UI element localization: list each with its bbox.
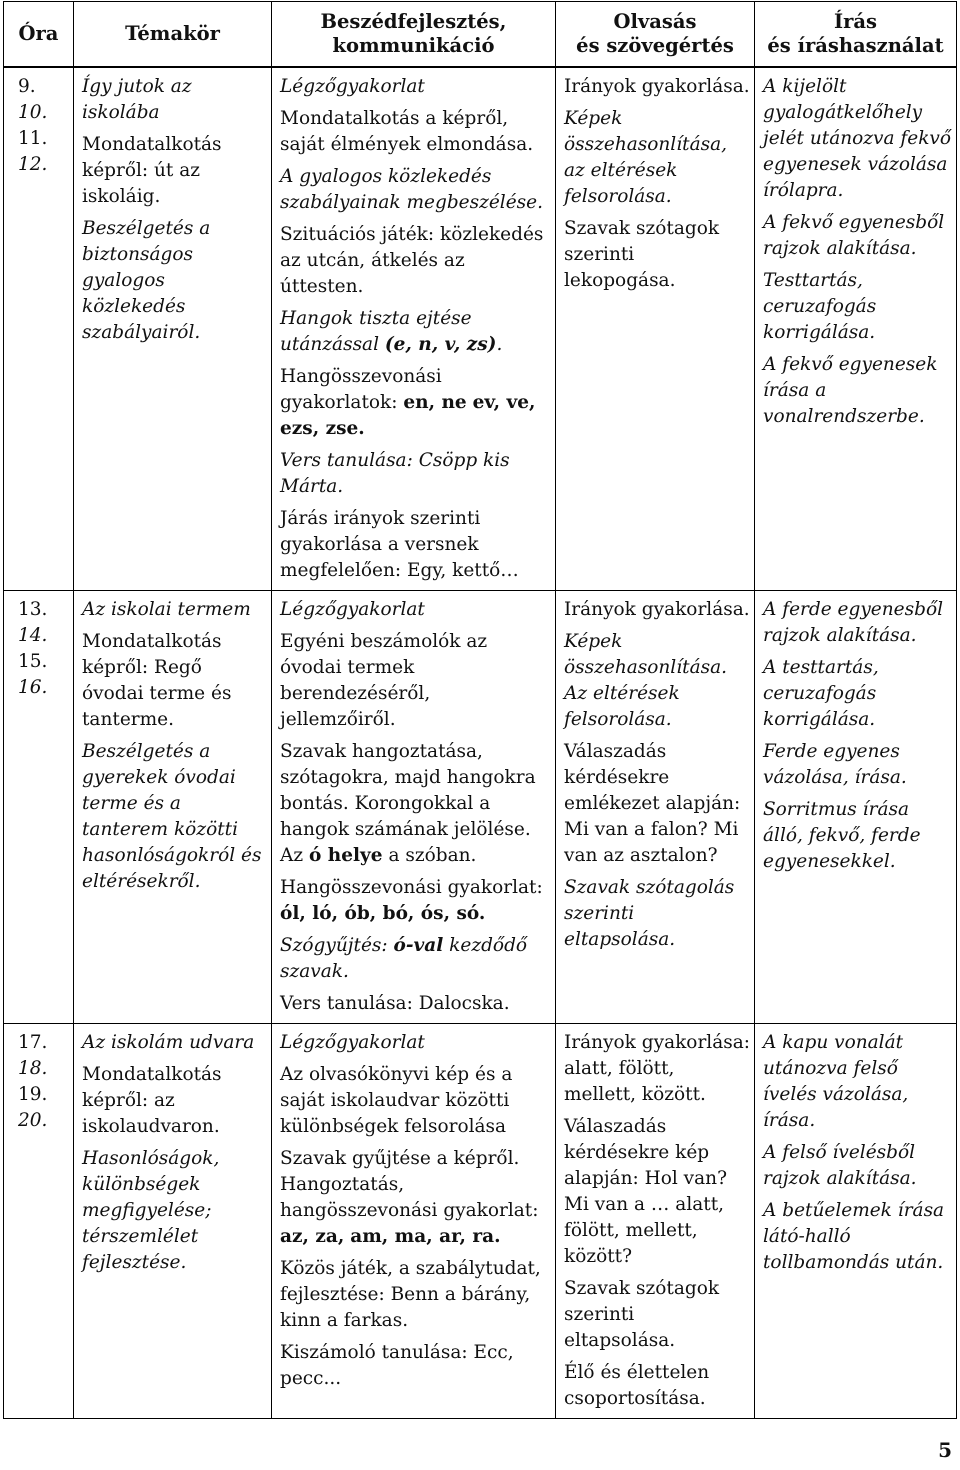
beszed-paragraph: Vers tanulása: Csöpp kis Márta. [280,450,510,497]
olvasas-paragraph: Szavak szótagok szerinti lekopogása. [564,218,720,291]
olvasas-paragraph: Képek összehasonlítása, az eltérések felsorolása. [564,108,728,207]
temakor-paragraph: Mondatalkotás képről: az iskolaudvaron. [82,1064,222,1137]
temakor-paragraph: Az iskolai termem [82,599,251,620]
ora-number: 16. [18,677,48,698]
header-ora: Óra [4,2,74,68]
beszed-paragraph: Egyéni beszámolók az óvodai termek berendezéséről, jellemzőiről. [280,631,488,730]
beszed-cell [272,591,556,1024]
iras-paragraph: A kijelölt gyalogátkelőhely jelét utánozva fekvő egyenesek vázolása írólapra. [763,76,951,201]
table-row [4,67,957,591]
ora-number: 18. [18,1058,48,1079]
header-temakor: Témakör [74,2,272,68]
beszed-cell [272,67,556,591]
iras-paragraph: A ferde egyenesből rajzok alakítása. [763,599,943,646]
beszed-paragraph: Járás irányok szerinti gyakorlása a versnek megfelelően: Egy, kettő… [280,508,519,581]
olvasas-paragraph: Szavak szótagok szerinti eltapsolása. [564,1278,720,1351]
ora-number: 12. [18,154,48,175]
page-number: 5 [938,1438,952,1462]
beszed-paragraph: A gyalogos közlekedés szabályainak megbeszélése. [280,166,543,213]
beszed-paragraph: Vers tanulása: Dalocska. [280,993,510,1014]
beszed-paragraph: Légzőgyakorlat [280,599,425,620]
beszed-paragraph: Mondatalkotás a képről, saját élmények elmondása. [280,108,534,155]
temakor-cell [74,1024,272,1419]
ora-number: 20. [18,1110,48,1131]
beszed-paragraph: Légzőgyakorlat [280,76,425,97]
beszed-paragraph: Kiszámoló tanulása: Ecc, pecc... [280,1342,514,1389]
iras-paragraph: A felső ívelésből rajzok alakítása. [763,1142,917,1189]
beszed-paragraph: Szituációs játék: közlekedés az utcán, átkelés az úttesten. [280,224,544,297]
olvasas-paragraph: Irányok gyakorlása. [564,76,750,97]
olvasas-paragraph: Válaszadás kérdésekre emlékezet alapján: Mi van a falon? Mi van az asztalon? [564,741,741,866]
ora-number: 15. [18,651,48,672]
iras-paragraph: Sorritmus írása álló, fekvő, ferde egyenesekkel. [763,799,921,872]
olvasas-paragraph: Szavak szótagolás szerinti eltapsolása. [564,877,735,950]
lesson-plan-table [3,1,957,1419]
iras-paragraph: A testtartás, ceruzafogás korrigálása. [763,657,879,730]
ora-number: 14. [18,625,48,646]
ora-number: 9. [18,76,36,97]
beszed-paragraph: Szavak gyűjtése a képről. Hangoztatás, hangösszevonási gyakorlat: az, za, am, ma, ar, ra. [280,1148,539,1247]
iras-paragraph: Ferde egyenes vázolása, írása. [763,741,907,788]
iras-paragraph: A kapu vonalát utánozva felső ívelés vázolása, írása. [763,1032,909,1131]
iras-cell [755,1024,957,1419]
ora-number: 17. [18,1032,48,1053]
header-beszed: Beszédfejlesztés, kommunikáció [272,2,556,68]
temakor-paragraph: Mondatalkotás képről: út az iskoláig. [82,134,222,207]
olvasas-cell [556,67,755,591]
beszed-paragraph: Szavak hangoztatása, szótagokra, majd hangokra bontás. Korongokkal a hangok számának jelölése. Az ó helye a szóban. [280,741,536,866]
header-iras: Írás és íráshasználat [755,2,957,68]
iras-cell [755,67,957,591]
iras-paragraph: Testtartás, ceruzafogás korrigálása. [763,270,877,343]
iras-cell [755,591,957,1024]
beszed-paragraph: Hangok tiszta ejtése utánzással (e, n, v, zs). [280,308,503,355]
ora-cell [4,1024,74,1419]
beszed-cell [272,1024,556,1419]
olvasas-paragraph: Képek összehasonlítása. Az eltérések felsorolása. [564,631,728,730]
olvasas-paragraph: Irányok gyakorlása. [564,599,750,620]
table-row [4,591,957,1024]
temakor-paragraph: Beszélgetés a biztonságos gyalogos közlekedés szabályairól. [82,218,211,343]
olvasas-paragraph: Válaszadás kérdésekre kép alapján: Hol van? Mi van a … alatt, fölött, mellett, között? [564,1116,727,1267]
beszed-paragraph: Hangösszevonási gyakorlatok: en, ne ev, ve, ezs, zse. [280,366,536,439]
olvasas-cell [556,591,755,1024]
iras-paragraph: A betűelemek írása látó-halló tollbamondás után. [763,1200,945,1273]
temakor-paragraph: Az iskolám udvara [82,1032,255,1053]
beszed-paragraph: Hangösszevonási gyakorlat: ól, ló, ób, bó, ós, só. [280,877,543,924]
iras-paragraph: A fekvő egyenesből rajzok alakítása. [763,212,945,259]
header-olvasas: Olvasás és szövegértés [556,2,755,68]
olvasas-paragraph: Élő és élettelen csoportosítása. [564,1362,710,1409]
beszed-paragraph: Szógyűjtés: ó-val kezdődő szavak. [280,935,528,982]
table-row [4,1024,957,1419]
ora-number: 11. [18,128,48,149]
ora-cell [4,591,74,1024]
ora-cell [4,67,74,591]
temakor-paragraph: Mondatalkotás képről: Regő óvodai terme és tanterme. [82,631,232,730]
temakor-paragraph: Beszélgetés a gyerekek óvodai terme és a tanterem közötti hasonlóságokról és eltérésekről. [82,741,262,892]
iras-paragraph: A fekvő egyenesek írása a vonalrendszerbe. [763,354,938,427]
olvasas-paragraph: Irányok gyakorlása: alatt, fölött, mellett, között. [564,1032,750,1105]
beszed-paragraph: Légzőgyakorlat [280,1032,425,1053]
temakor-paragraph: Hasonlóságok, különbségek megfigyelése; térszemlélet fejlesztése. [82,1148,220,1273]
beszed-paragraph: Az olvasókönyvi kép és a saját iskolaudvar közötti különbségek felsorolása [280,1064,513,1137]
temakor-cell [74,591,272,1024]
ora-number: 10. [18,102,48,123]
ora-number: 19. [18,1084,48,1105]
temakor-cell [74,67,272,591]
beszed-paragraph: Közös játék, a szabálytudat, fejlesztése: Benn a bárány, kinn a farkas. [280,1258,541,1331]
header-row [4,2,957,68]
ora-number: 13. [18,599,48,620]
olvasas-cell [556,1024,755,1419]
temakor-paragraph: Így jutok az iskolába [82,76,192,123]
